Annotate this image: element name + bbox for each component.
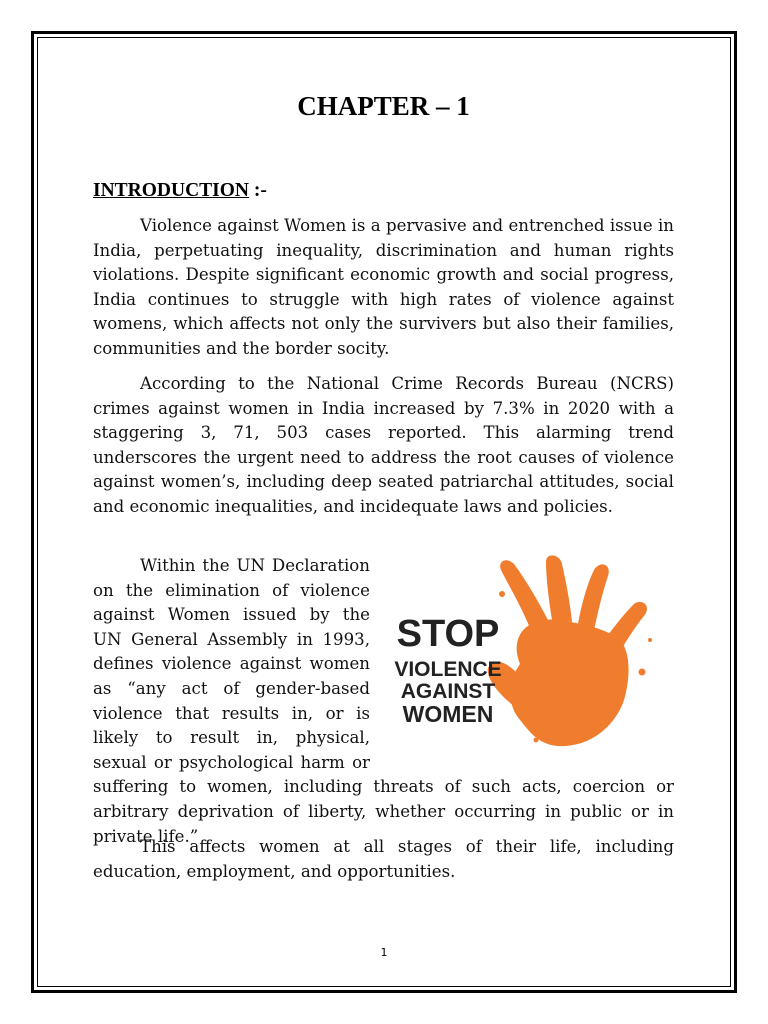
page-number: 1	[380, 946, 388, 959]
orange-handprint-icon	[380, 554, 674, 752]
image-text-women: WOMEN	[402, 701, 494, 727]
introduction-suffix: :-	[249, 180, 267, 201]
paragraph-3-text: Within the UN Declaration on the elimination of violence against Women issued by the UN General Assembly in 1993, defines violence against women as “any act of gender-based violence that results in, or is likely to result in, physical, sexual or psychological harm or suffering to women, including threats of such acts, coercion or arbitrary deprivation of liberty, whether occurring in public or in private life.”	[93, 556, 674, 846]
image-text-against: AGAINST	[400, 680, 496, 703]
paragraph-2	[93, 372, 674, 520]
paragraph-4-text: This affects women at all stages of their life, including education, employment, and opportunities.	[93, 837, 674, 881]
paragraph-4	[93, 835, 674, 884]
paragraph-1	[93, 214, 674, 362]
introduction-label: INTRODUCTION	[93, 180, 250, 201]
stop-violence-image	[380, 554, 674, 752]
paragraph-1-text: Violence against Women is a pervasive and entrenched issue in India, perpetuating inequality, discrimination and human rights violations. Despite significant economic growth and social progress, India continues to struggle with high rates of violence against womens, which affects not only the survivers but also their families, communities and the border socity.	[93, 216, 674, 358]
paragraph-2-text: According to the National Crime Records Bureau (NCRS) crimes against women in India increased by 7.3% in 2020 with a staggering 3, 71, 503 cases reported. This alarming trend underscores the urgent need to address the root causes of violence against women’s, including deep seated patriarchal attitudes, social and economic inequalities, and incidequate laws and policies.	[93, 374, 674, 516]
chapter-title: CHAPTER – 1	[297, 91, 470, 121]
image-text-stop: STOP	[396, 613, 500, 655]
introduction-heading	[93, 176, 267, 206]
paragraph-3	[93, 554, 674, 849]
image-text-violence: VIOLENCE	[394, 658, 502, 681]
